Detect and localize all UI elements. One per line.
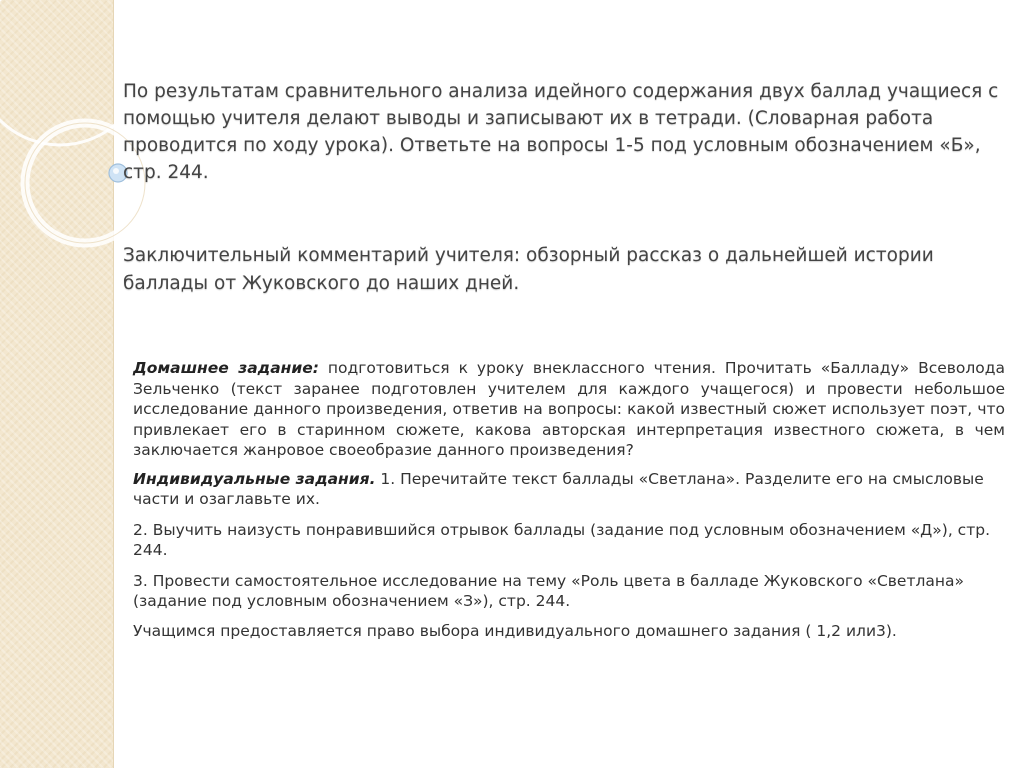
individual-label: Индивидуальные задания. xyxy=(133,469,376,488)
task-1-text: 1. Перечитайте текст баллады «Светлана». Разделите его на смысловые части и озаглавьте их. xyxy=(133,469,984,508)
assignments-block xyxy=(133,358,1005,641)
teacher-comment-paragraph: Заключительный комментарий учителя: обзорный рассказ о дальнейшей истории баллады от Жуковского до наших дней. xyxy=(123,245,934,294)
homework-label: Домашнее задание: xyxy=(133,359,319,377)
homework-paragraph xyxy=(133,358,1005,461)
task-3-text: 3. Провести самостоятельное исследование на тему «Роль цвета в балладе Жуковского «Светлана» (задание под условным обозначением «З»), стр. 244. xyxy=(133,571,965,610)
homework-text: подготовиться к уроку внеклассного чтения. Прочитать «Балладу» Всеволода Зельченко (текст заранее подготовлен учителем для каждого учащегося) и провести небольшое исследование данного произведения, ответив на вопросы: какой известный сюжет использует поэт, что привлекает его в старинном сюжете, какова авторская интерпретация известного сюжета, в чем заключается жанровое своеобразие данного произведения? xyxy=(133,359,1005,459)
task-2-text: 2. Выучить наизусть понравившийся отрывок баллады (задание под условным обозначением «Д»), стр. 244. xyxy=(133,520,990,559)
choice-note: Учащимся предоставляется право выбора индивидуального домашнего задания ( 1,2 или3). xyxy=(133,621,897,640)
individual-tasks-paragraph xyxy=(133,469,1005,510)
analysis-paragraph: По результатам сравнительного анализа идейного содержания двух баллад учащиеся с помощью учителя делают выводы и записывают их в тетради. (Словарная работа проводится по ходу урока). Ответьте на вопросы 1-5 под условным обозначением «Б», стр. 244. xyxy=(123,81,999,183)
